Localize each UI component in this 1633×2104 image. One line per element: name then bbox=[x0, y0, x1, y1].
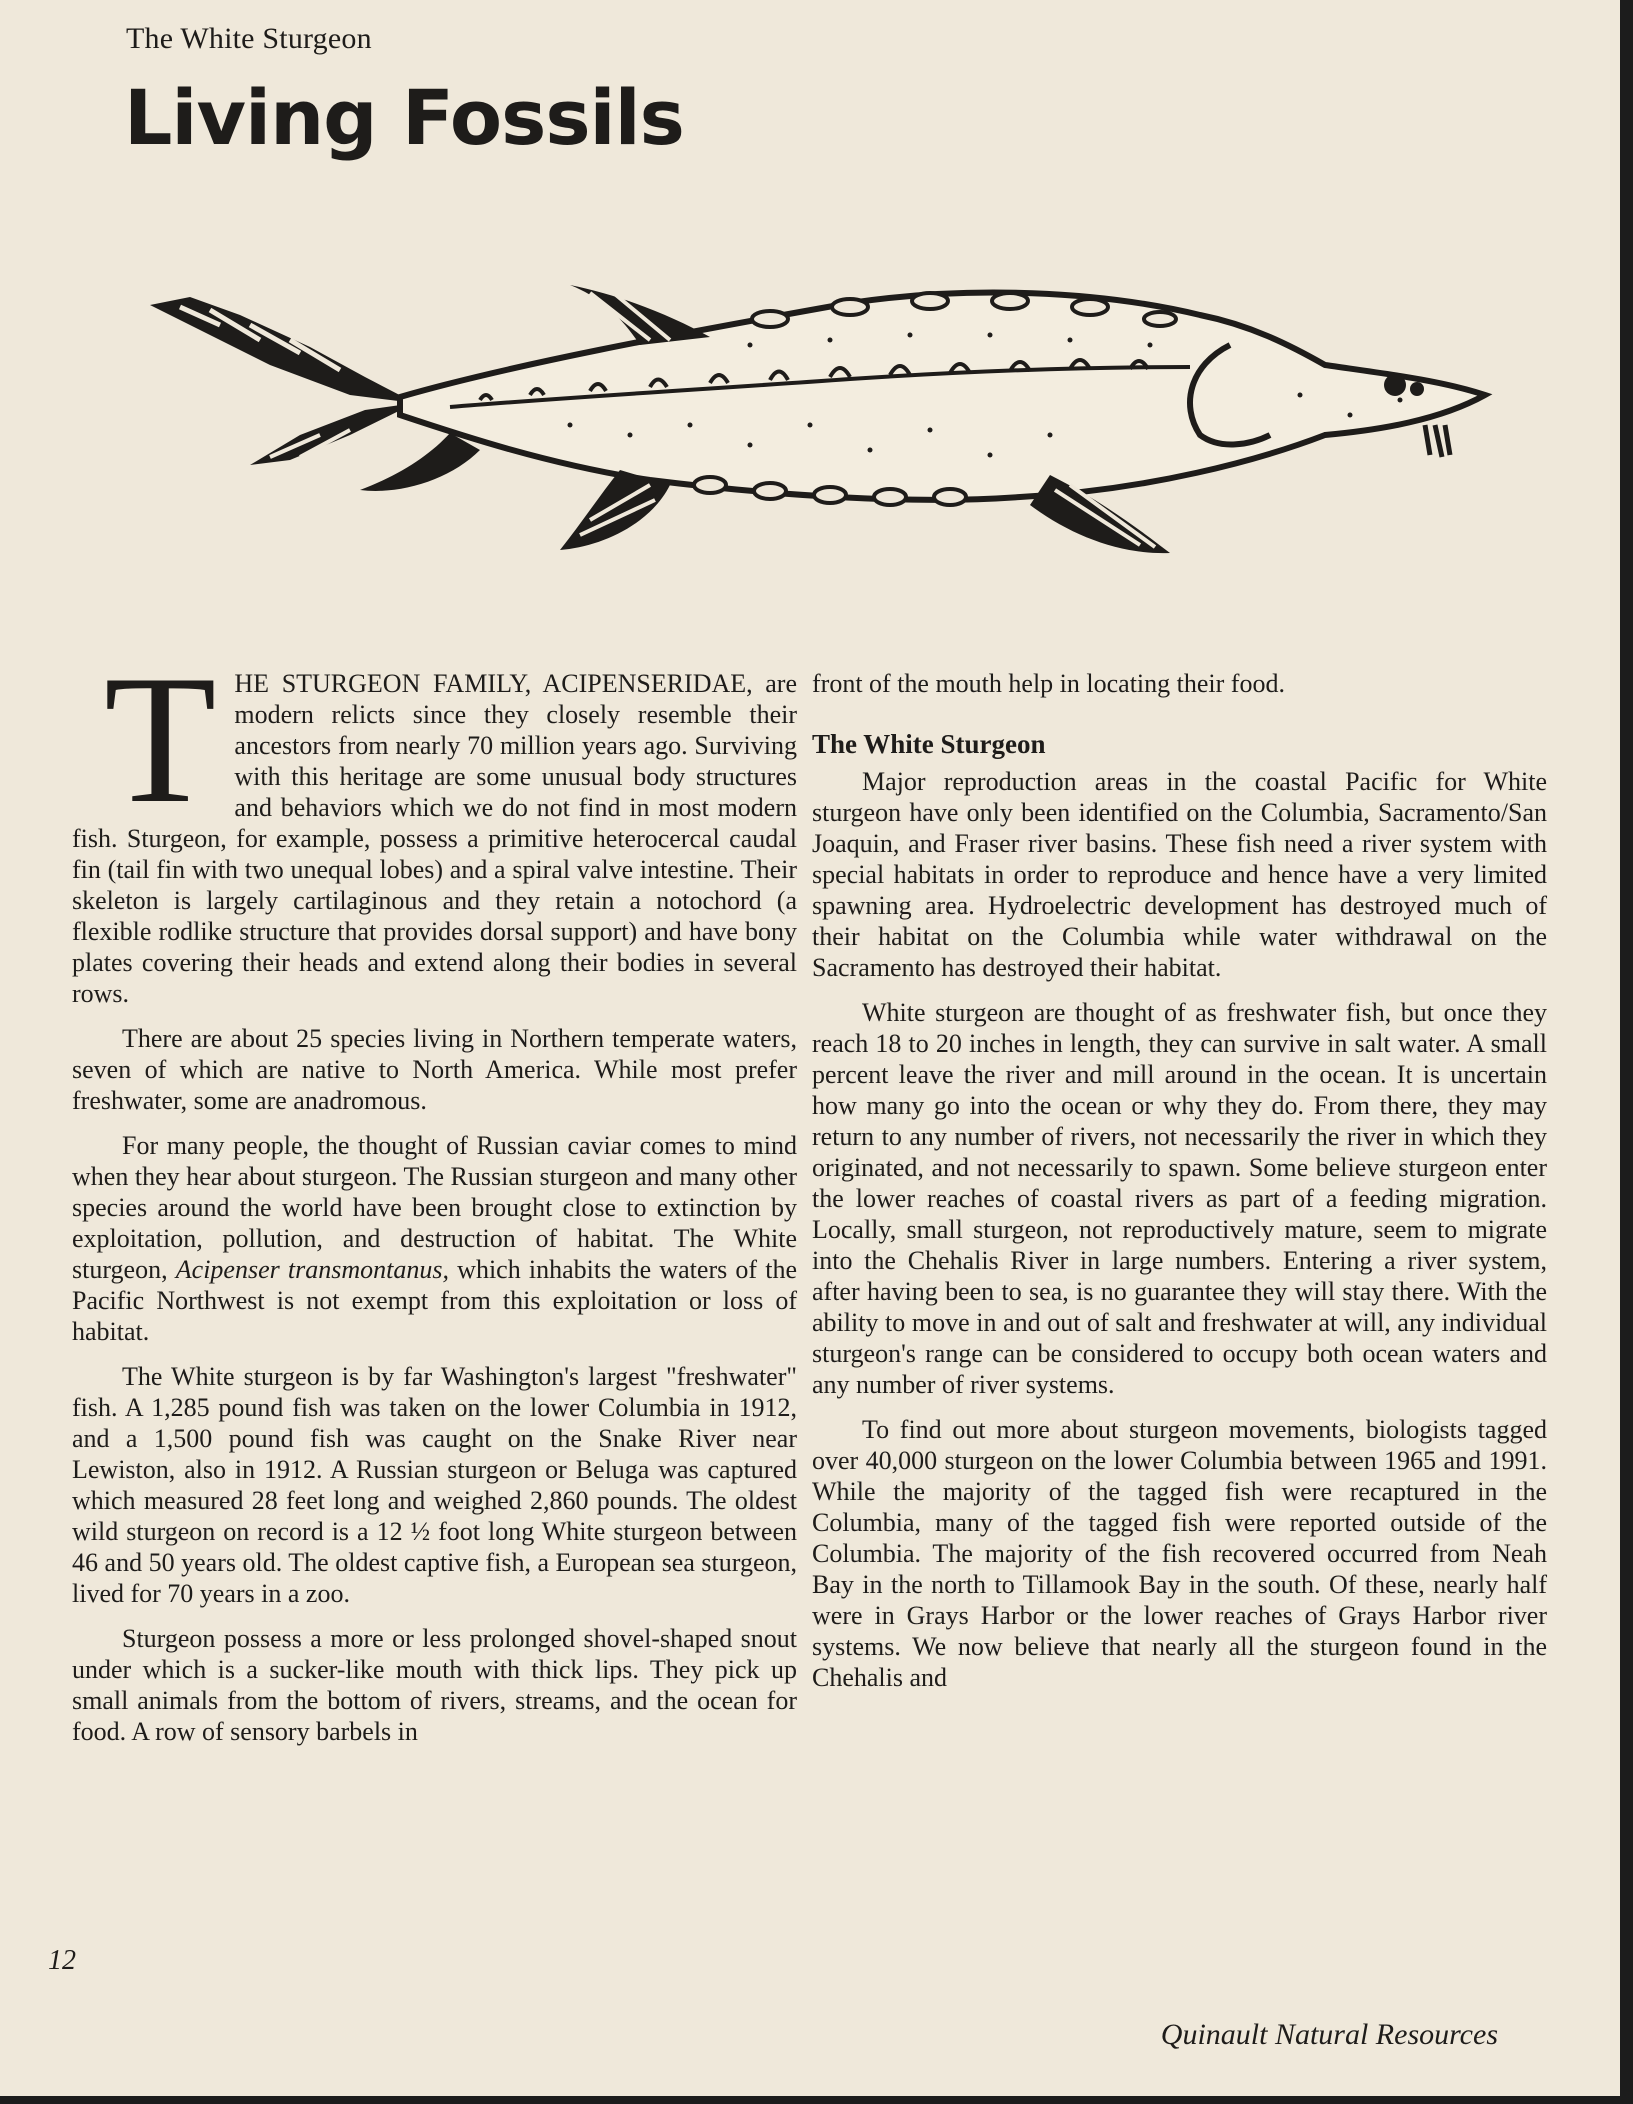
article-kicker: The White Sturgeon bbox=[126, 22, 372, 55]
page-number: 12 bbox=[48, 1945, 76, 1976]
caviar-text-b: which inhabits the waters of the Pacific Northwest is not exempt from this exploitation or loss of habitat. bbox=[72, 1255, 798, 1346]
paragraph-salt-water: White sturgeon are thought of as freshwater fish, but once they reach 18 to 20 inches in length, they can survive in salt water. A small percent leave the river and mill around in the ocean. It is uncertain how many go into the ocean or why they do. From there, they may return to any number of rivers, not necessarily the river in which they originated, and not necessarily to spawn. Some believe sturgeon enter the lower reaches of coastal rivers as part of a feeding migration. Locally, small sturgeon, not reproductively mature, seem to migrate into the Chehalis River in large numbers. Entering a river system, after having been to sea, is no guarantee they will stay there. With the ability to move in and out of salt and freshwater at will, any individual sturgeon's range can be considered to occupy both ocean waters and any number of river systems. bbox=[812, 998, 1547, 1399]
paragraph-species: There are about 25 species living in Northern temperate waters, seven of which are native to North America. While most prefer freshwater, some are anadromous. bbox=[72, 1024, 797, 1115]
right-column bbox=[812, 668, 1547, 1707]
sturgeon-illustration-icon bbox=[150, 285, 1520, 575]
paragraph-caviar bbox=[72, 1130, 797, 1347]
species-latin-name: Acipenser transmontanus, bbox=[175, 1255, 449, 1284]
article-title: Living Fossils bbox=[124, 73, 684, 162]
caviar-text-a: For many people, the thought of Russian caviar comes to mind when they hear about sturgeon. The Russian sturgeon and many other species around the world have been brought close to extinction by exploitation, pollution, and destruction of habitat. The White sturgeon, bbox=[72, 1131, 797, 1284]
intro-text: HE STURGEON FAMILY, ACIPENSERIDAE, are modern relicts since they closely resemble their ancestors from nearly 70 million years ago. Surviving with this heritage are some unusual body structures and behaviors which we do not find in most modern fish. Sturgeon, for example, possess a primitive heterocercal caudal fin (tail fin with two unequal lobes) and a spiral valve intestine. Their skeleton is largely cartilaginous and they retain a notochord (a flexible rodlike structure that provides dorsal support) and have bony plates covering their heads and extend along their bodies in several rows. bbox=[72, 669, 797, 1008]
section-heading: The White Sturgeon bbox=[812, 729, 1046, 759]
drop-cap: T bbox=[104, 637, 217, 841]
paragraph-reproduction: Major reproduction areas in the coastal Pacific for White sturgeon have only been identified on the Columbia, Sacramento/San Joaquin, and Fraser river basins. These fish need a river system with special habitats in order to reproduce and hence have a very limited spawning area. Hydroelectric development has destroyed much of their habitat on the Columbia while water withdrawal on the Sacramento has destroyed their habitat. bbox=[812, 767, 1547, 982]
left-column bbox=[72, 637, 798, 1761]
publication-credit: Quinault Natural Resources bbox=[1160, 2018, 1498, 2051]
paragraph-continued: front of the mouth help in locating their food. bbox=[812, 669, 1285, 698]
paragraph-largest-fish: The White sturgeon is by far Washington's largest "freshwater" fish. A 1,285 pound fish was taken on the lower Columbia in 1912, and a 1,500 pound fish was caught on the Snake River near Lewiston, also in 1912. A Russian sturgeon or Beluga was captured which measured 28 feet long and weighed 2,860 pounds. The oldest wild sturgeon on record is a 12 ½ foot long White sturgeon between 46 and 50 years old. The oldest captive fish, a European sea sturgeon, lived for 70 years in a zoo. bbox=[72, 1362, 797, 1608]
paragraph-snout: Sturgeon possess a more or less prolonged shovel-shaped snout under which is a sucker-like mouth with thick lips. They pick up small animals from the bottom of rivers, streams, and the ocean for food. A row of sensory barbels in bbox=[72, 1624, 797, 1746]
paragraph-tagging: To find out more about sturgeon movements, biologists tagged over 40,000 sturgeon on the lower Columbia between 1965 and 1991. While the majority of the tagged fish were recaptured in the Columbia, many of the tagged fish were reported outside of the Columbia. The majority of the fish recovered occurred from Neah Bay in the north to Tillamook Bay in the south. Of these, nearly half were in Grays Harbor or the lower reaches of Grays Harbor river systems. We now believe that nearly all the sturgeon found in the Chehalis and bbox=[812, 1415, 1547, 1692]
paragraph-intro bbox=[72, 637, 797, 1009]
